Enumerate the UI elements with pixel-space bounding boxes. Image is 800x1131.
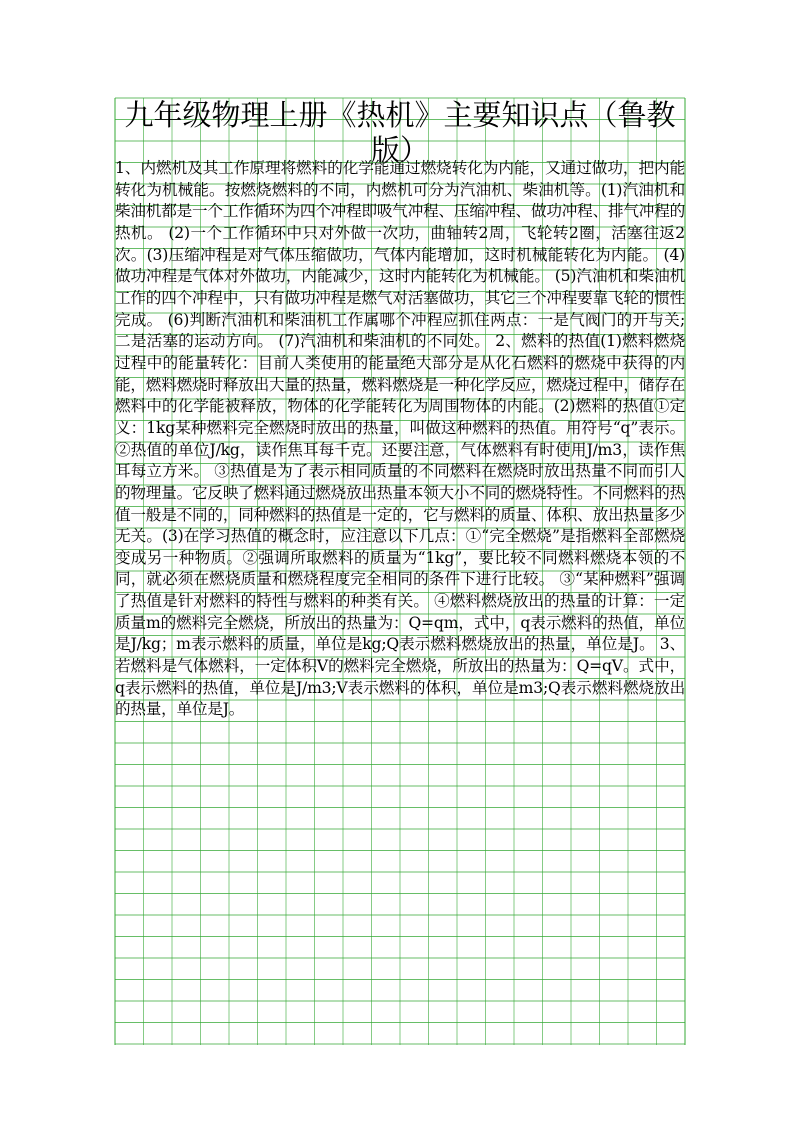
document-body: 1、内燃机及其工作原理将燃料的化学能通过燃烧转化为内能，又通过做功，把内能转化为机械能。按燃烧燃料的不同，内燃机可分为汽油机、柴油机等。(1)汽油机和柴油机都是一个工作循环为四个冲程即吸气冲程、压缩冲程、做功冲程、排气冲程的热机。 (2)一个工作循环中只对外做一次功，曲轴转2周，飞轮转2圈，活塞往返2次。(3)压缩冲程是对气体压缩做功，气体内能增加，这时机械能转化为内能。 (4)做功冲程是气体对外做功，内能减少，这时内能转化为机械能。 (5)汽油机和柴油机工作的四个冲程中，只有做功冲程是燃气对活塞做功，其它三个冲程要靠飞轮的惯性完成。 (6)判断汽油机和柴油机工作属哪个冲程应抓住两点：一是气阀门的开与关;二是活塞的运动方向。 (7)汽油机和柴油机的不同处。 2、燃料的热值(1)燃料燃烧过程中的能量转化：目前人类使用的能量绝大部分是从化石燃料的燃烧中获得的内能，燃料燃烧时释放出大量的热量，燃料燃烧是一种化学反应，燃烧过程中，储存在燃料中的化学能被释放，物体的化学能转化为周围物体的内能。(2)燃料的热值①定义：1kg某种燃料完全燃烧时放出的热量，叫做这种燃料的热值。用符号“q”表示。 ②热值的单位J/kg，读作焦耳每千克。还要注意，气体燃料有时使用J/m3，读作焦耳每立方米。 ③热值是为了表示相同质量的不同燃料在燃烧时放出热量不同而引人的物理量。它反映了燃料通过燃烧放出热量本领大小不同的燃烧特性。不同燃料的热值一般是不同的，同种燃料的热值是一定的，它与燃料的质量、体积、放出热量多少无关。(3)在学习热值的概念时，应注意以下几点：①“完全燃烧”是指燃料全部燃烧变成另一种物质。②强调所取燃料的质量为“1kg”，要比较不同燃料燃烧本领的不同，就必须在燃烧质量和燃烧程度完全相同的条件下进行比较。 ③“某种燃料”强调了热值是针对燃料的特性与燃料的种类有关。 ④燃料燃烧放出的热量的计算：一定质量m的燃料完全燃烧，所放出的热量为：Q=qm，式中，q表示燃料的热值，单位是J/kg；m表示燃料的质量，单位是kg;Q表示燃料燃烧放出的热量，单位是J。 3、若燃料是气体燃料，一定体积V的燃料完全燃烧，所放出的热量为：Q=qV。式中，q表示燃料的热值，单位是J/m3;V表示燃料的体积，单位是m3;Q表示燃料燃烧放出的热量，单位是J。 [115,159,685,719]
document-title: 九年级物理上册《热机》主要知识点（鲁教版） [124,98,676,167]
